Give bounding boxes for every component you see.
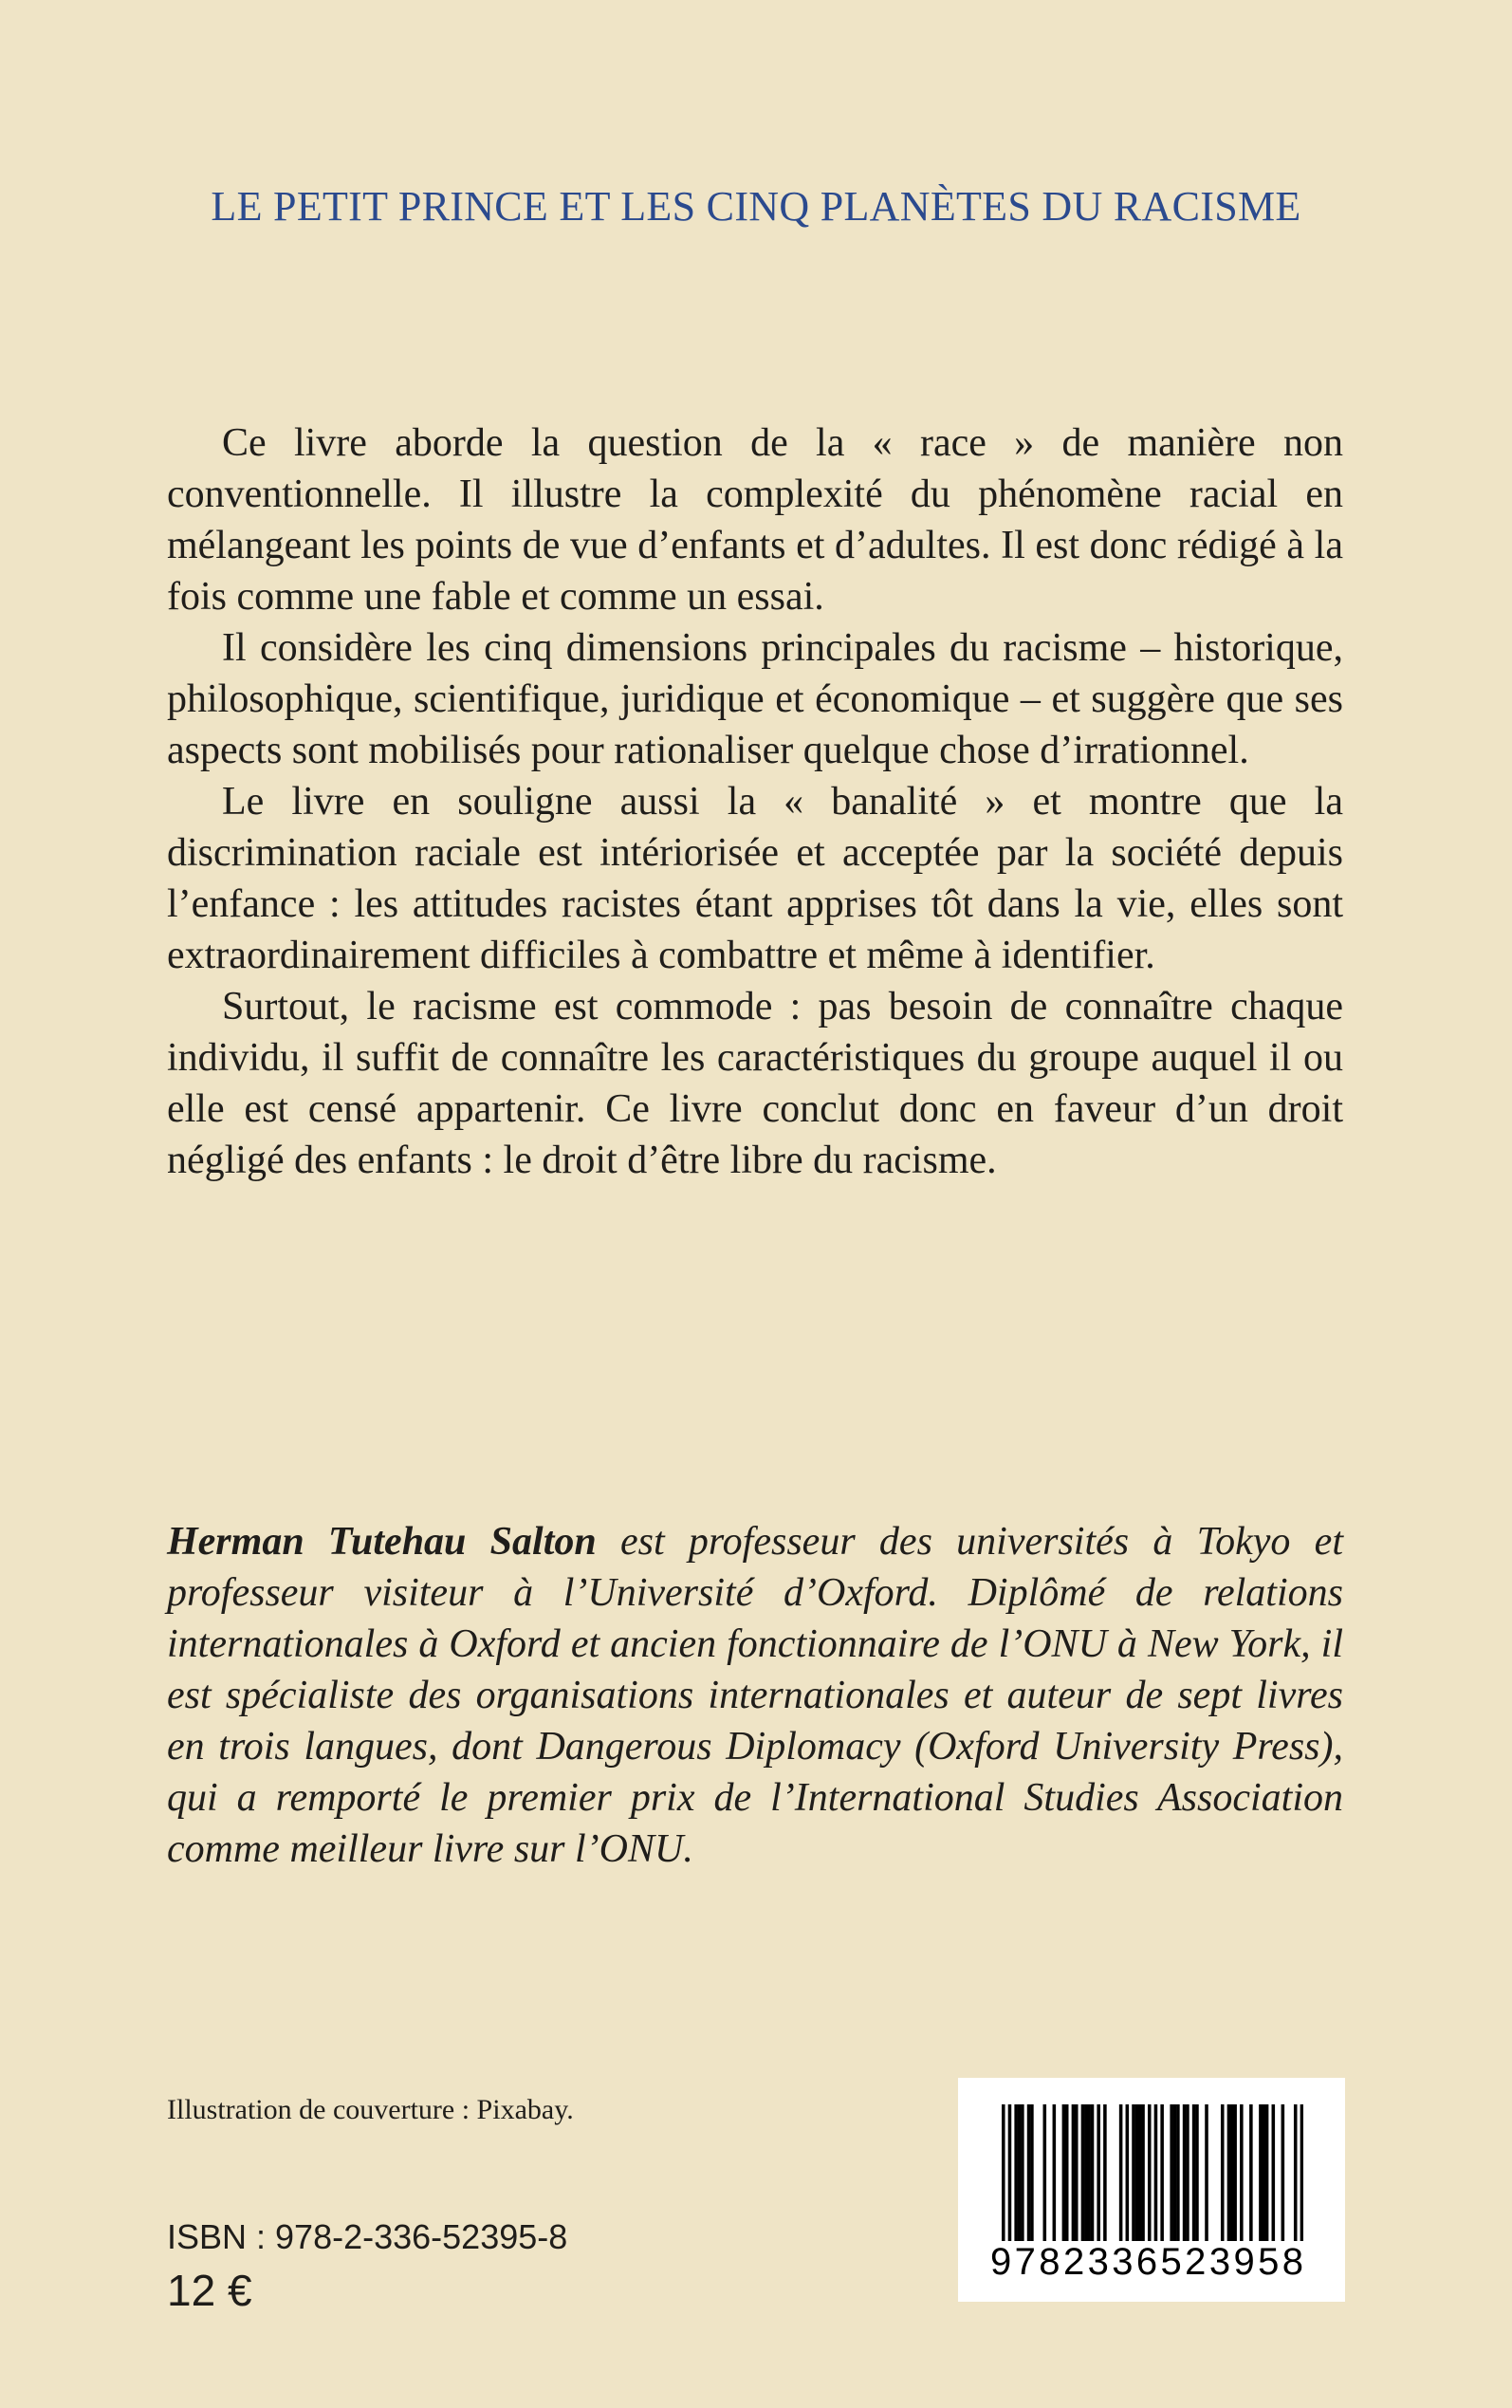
barcode-bar	[1030, 2104, 1034, 2247]
cover-illustration-credit: Illustration de couverture : Pixabay.	[167, 2094, 574, 2125]
barcode-bar	[1186, 2104, 1189, 2247]
barcode-bar	[1053, 2104, 1057, 2247]
barcode-bar	[1282, 2104, 1285, 2247]
barcode-bar	[1233, 2104, 1237, 2247]
barcode-bar	[1221, 2104, 1225, 2247]
author-bio	[167, 1516, 1343, 1875]
blurb-paragraph: Il considère les cinq dimensions principales du racisme – historique, philosophique, scientifique, juridique et économique – et suggère que ses aspects sont mobilisés pour rationaliser quelque chose d’irrationnel.	[167, 626, 1343, 772]
barcode-bar	[1160, 2104, 1164, 2247]
barcode-bar	[1097, 2104, 1100, 2247]
barcode-bar	[1205, 2104, 1208, 2247]
barcode-bar	[1072, 2104, 1076, 2247]
author-bio-paragraph	[167, 1516, 1343, 1875]
barcode-bar	[1259, 2104, 1263, 2247]
barcode-bar	[1065, 2104, 1069, 2247]
barcode-bar	[1084, 2104, 1088, 2247]
barcode-bar	[1230, 2104, 1234, 2247]
barcode-bar	[1043, 2104, 1047, 2247]
book-title: LE PETIT PRINCE ET LES CINQ PLANÈTES DU RACISME	[211, 183, 1301, 230]
barcode-bar	[1132, 2104, 1135, 2247]
barcode-bar	[1176, 2104, 1180, 2247]
blurb-paragraph: Surtout, le racisme est commode : pas besoin de connaître chaque individu, il suffit de connaître les caractéristiques du groupe auquel il ou elle est censé appartenir. Ce livre conclut donc en faveur d’un droit négligé des enfants : le droit d’être libre du racisme.	[167, 985, 1343, 1182]
isbn-number: ISBN : 978-2-336-52395-8	[167, 2217, 568, 2256]
author-name: Herman Tutehau Salton	[167, 1520, 597, 1564]
barcode-bar	[1027, 2104, 1031, 2247]
barcode-bar	[1249, 2104, 1253, 2247]
barcode	[958, 2078, 1345, 2302]
barcode-bar	[1141, 2104, 1145, 2247]
barcode-bar	[1126, 2104, 1130, 2247]
price: 12 €	[167, 2266, 252, 2315]
barcode-bar	[1014, 2104, 1018, 2247]
barcode-bar	[1135, 2104, 1139, 2247]
back-cover-blurb	[167, 417, 1343, 1186]
barcode-bar	[1170, 2104, 1173, 2247]
barcode-bar	[1195, 2104, 1199, 2247]
barcode-bar	[1103, 2104, 1107, 2247]
barcode-bar	[1062, 2104, 1066, 2247]
barcode-bar	[1119, 2104, 1123, 2247]
barcode-bar	[1240, 2104, 1244, 2247]
blurb-paragraph: Ce livre aborde la question de la « race » de manière non conventionnelle. Il illustre la complexité du phénomène racial en mélangeant les points de vue d’enfants et d’adultes. Il est donc rédigé à la fois comme une fable et comme un essai.	[167, 421, 1343, 619]
barcode-bar	[1272, 2104, 1276, 2247]
barcode-bar	[1262, 2104, 1265, 2247]
barcode-bar	[1081, 2104, 1085, 2247]
barcode-bar	[1021, 2104, 1024, 2247]
barcode-bar	[1227, 2104, 1231, 2247]
barcode-bar	[1265, 2104, 1269, 2247]
barcode-bar	[1091, 2104, 1095, 2247]
barcode-bar	[1138, 2104, 1142, 2247]
barcode-bar	[1087, 2104, 1091, 2247]
barcode-bar	[1075, 2104, 1079, 2247]
barcode-bar	[1018, 2104, 1022, 2247]
barcode-bar	[1192, 2104, 1196, 2247]
blurb-paragraph: Le livre en souligne aussi la « banalité » et montre que la discrimination raciale est intériorisée et acceptée par la société depuis l’enfance : les attitudes racistes étant apprises tôt dans la vie, elles sont extraordinairement difficiles à combattre et même à identifier.	[167, 780, 1343, 977]
author-bio-text: est professeur des universités à Tokyo et professeur visiteur à l’Université d’Oxford. Diplômé de relations internationales à Oxford et ancien fonctionnaire de l’ONU à New York, il est spécialiste des organisations internationales et auteur de sept livres en trois langues, dont Dangerous Diplomacy (Oxford University Press), qui a remporté le premier prix de l’International Studies Association comme meilleur livre sur l’ONU.	[167, 1520, 1343, 1871]
barcode-digits: 9782336523958	[986, 2241, 1332, 2284]
barcode-bar	[1173, 2104, 1177, 2247]
barcode-bar	[1183, 2104, 1187, 2247]
